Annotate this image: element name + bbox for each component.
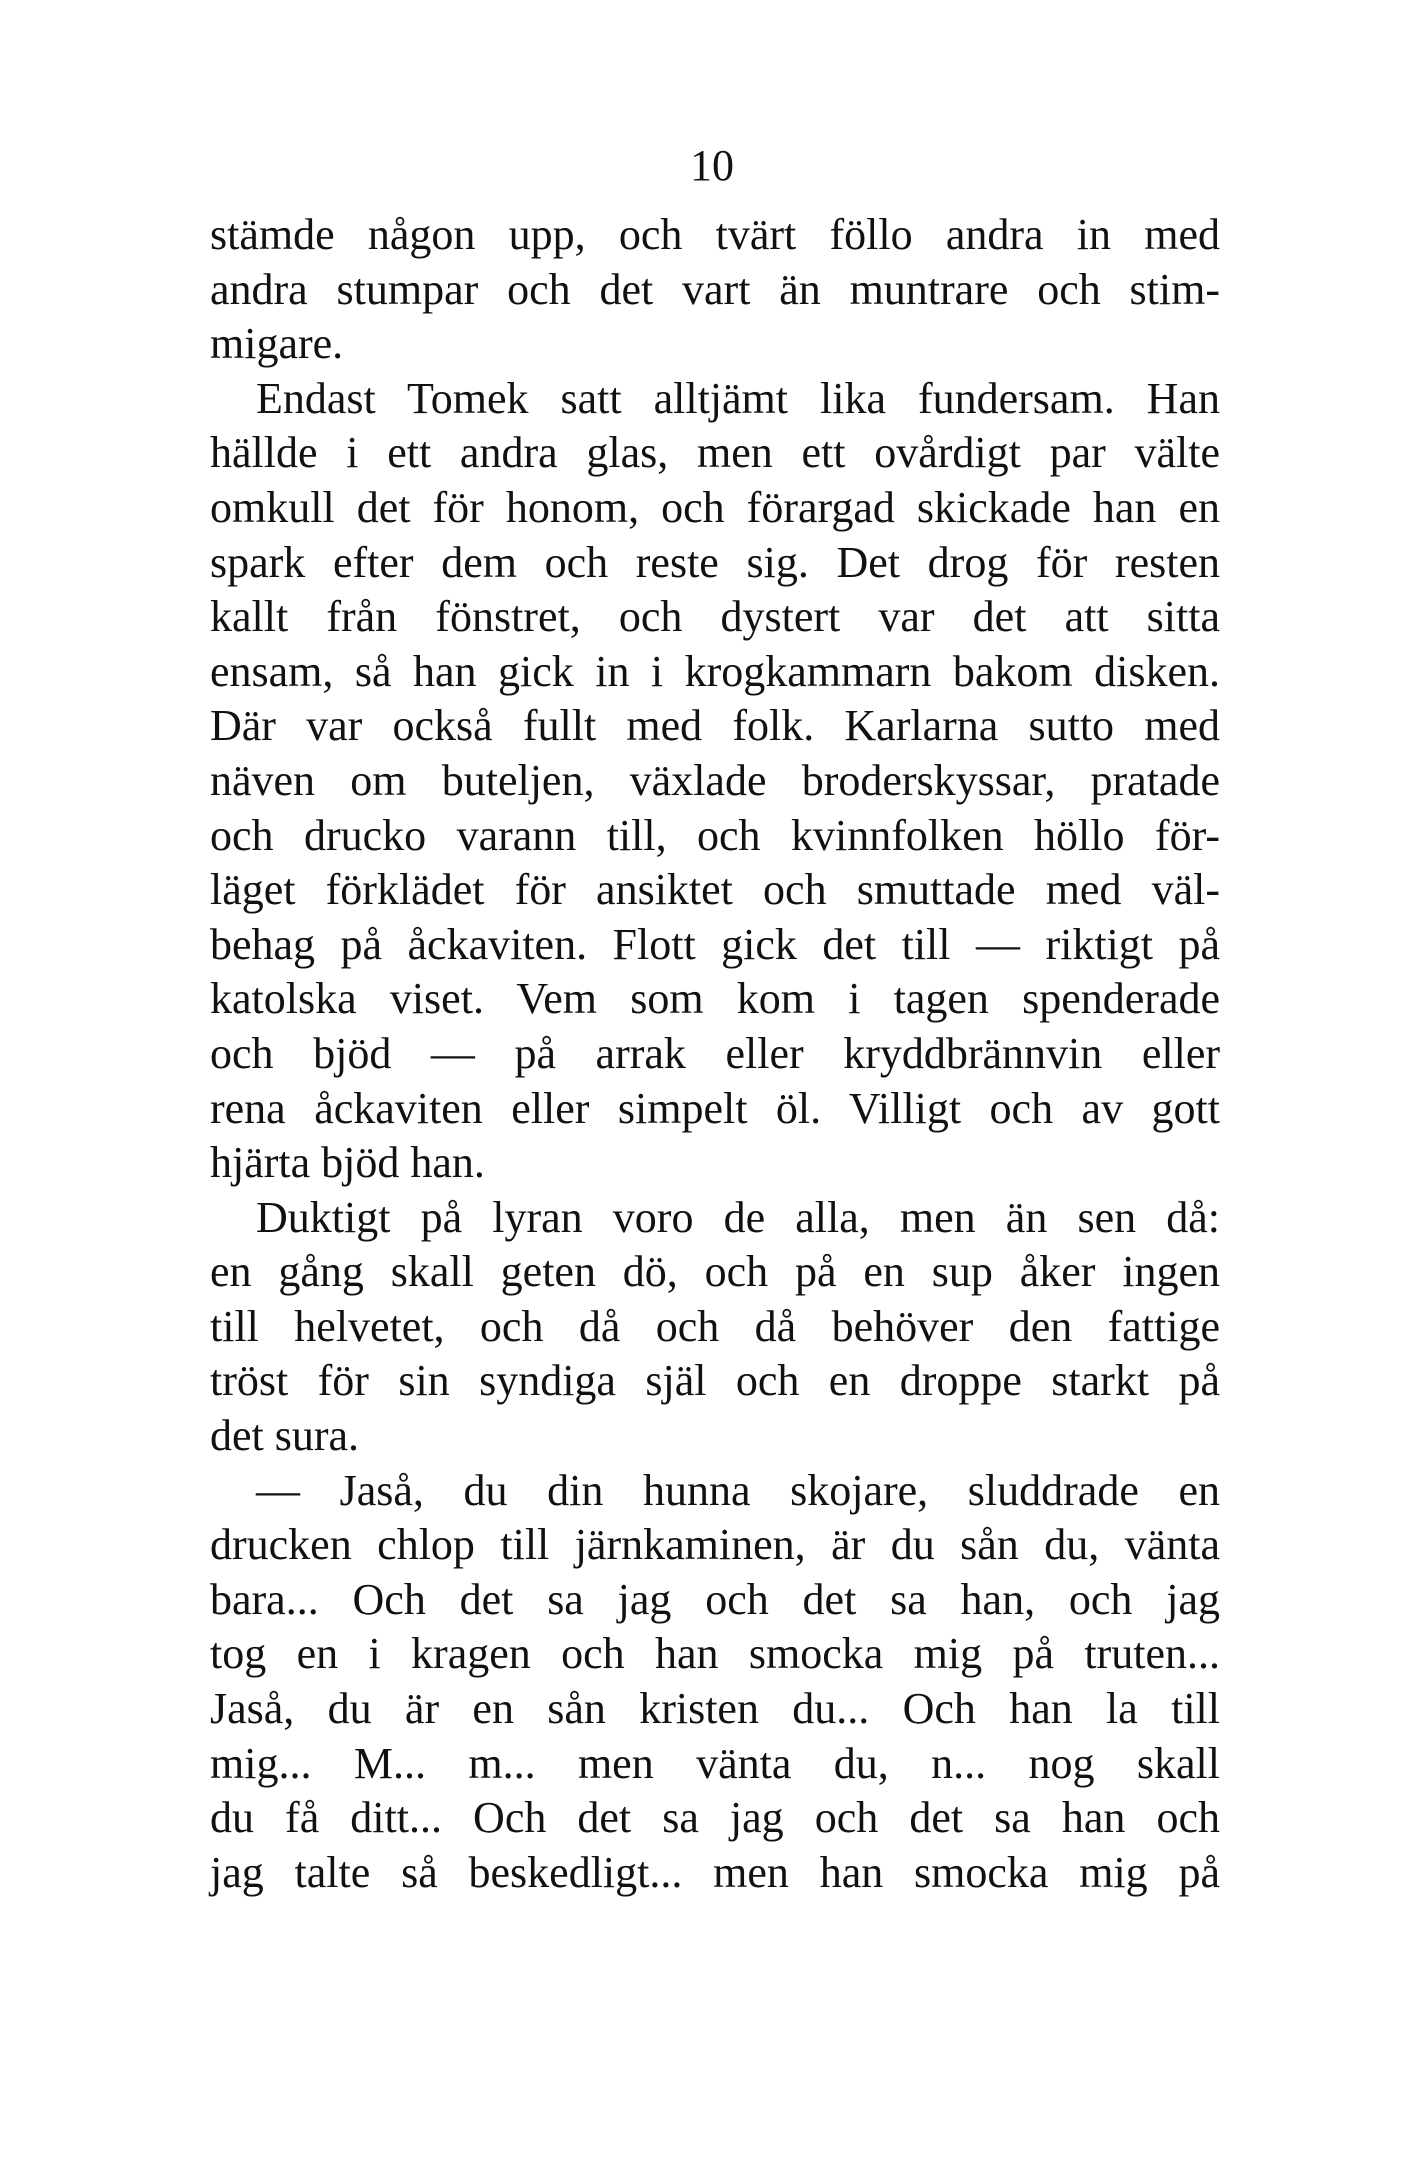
text-line: Duktigt på lyran voro de alla, men än sen då: [256, 1192, 1220, 1242]
text-line: — Jaså, du din hunna skojare, sluddrade en [256, 1465, 1220, 1515]
text-line: Endast Tomek satt alltjämt lika fundersam. Han [256, 373, 1220, 423]
text-line: drucken chlop till järnkaminen, är du sån du, vänta [210, 1520, 1220, 1570]
text-line: ensam, så han gick in i krogkammarn bakom disken. [210, 646, 1220, 696]
text-line: och bjöd — på arrak eller kryddbrännvin eller [210, 1028, 1220, 1078]
text-line: Jaså, du är en sån kristen du... Och han la till [210, 1684, 1220, 1734]
text-line: andra stumpar och det vart än muntrare och stim- [210, 264, 1220, 314]
text-line: jag talte så beskedligt... men han smocka mig på [210, 1847, 1220, 1897]
text-line: stämde någon upp, och tvärt föllo andra in med [210, 210, 1220, 259]
text-line: näven om buteljen, växlade broderskyssar, pratade [210, 755, 1220, 805]
text-line: och drucko varann till, och kvinnfolken höllo för- [210, 810, 1220, 860]
text-line: behag på åckaviten. Flott gick det till — riktigt på [210, 919, 1220, 969]
text-line: katolska viset. Vem som kom i tagen spenderade [210, 974, 1220, 1024]
text-line: du få ditt... Och det sa jag och det sa han och [210, 1793, 1220, 1843]
text-line: det sura. [210, 1411, 360, 1461]
text-line: hällde i ett andra glas, men ett ovårdigt par välte [210, 428, 1220, 478]
text-line: Där var också fullt med folk. Karlarna sutto med [210, 701, 1220, 751]
text-line: kallt från fönstret, och dystert var det att sitta [210, 592, 1220, 642]
text-line: tröst för sin syndiga själ och en droppe starkt på [210, 1356, 1220, 1406]
text-line: hjärta bjöd han. [210, 1138, 485, 1188]
body-text [210, 208, 1220, 1900]
text-line: en gång skall geten dö, och på en sup åker ingen [210, 1247, 1220, 1297]
text-line: migare. [210, 319, 344, 369]
text-line: mig... M... m... men vänta du, n... nog skall [210, 1738, 1220, 1788]
text-line: omkull det för honom, och förargad skickade han en [210, 482, 1220, 532]
page-number: 10 [690, 141, 734, 190]
text-line: bara... Och det sa jag och det sa han, och jag [210, 1574, 1220, 1624]
text-line: tog en i kragen och han smocka mig på truten... [210, 1629, 1220, 1679]
text-line: spark efter dem och reste sig. Det drog för resten [210, 537, 1220, 587]
text-line: till helvetet, och då och då behöver den fattige [210, 1301, 1220, 1351]
text-line: rena åckaviten eller simpelt öl. Villigt och av gott [210, 1083, 1220, 1133]
text-line: läget förklädet för ansiktet och smuttade med väl- [210, 865, 1220, 915]
